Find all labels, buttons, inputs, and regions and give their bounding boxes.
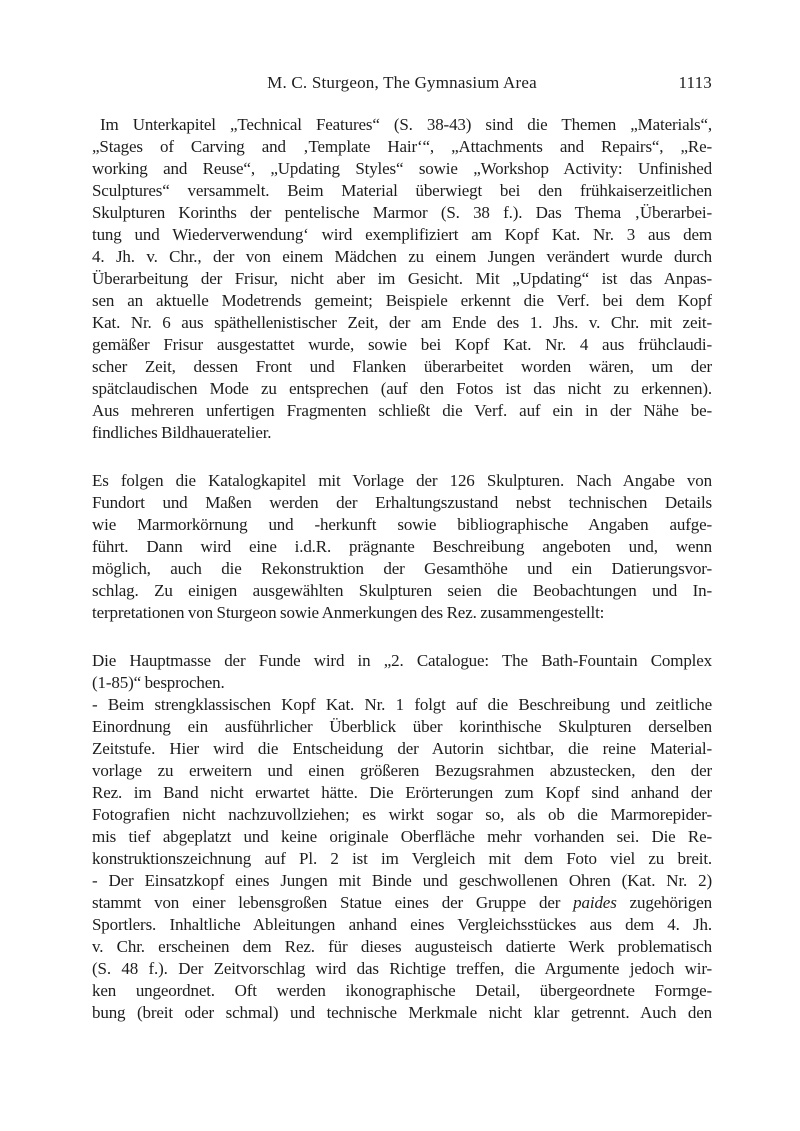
paragraph xyxy=(92,650,712,1024)
text-line: v. Chr. erscheinen dem Rez. für dieses augusteisch datierte Werk problematisch xyxy=(92,937,712,956)
text-line: gemäßer Frisur ausgestattet wurde, sowie bei Kopf Kat. Nr. 4 aus frühclaudi- xyxy=(92,335,712,354)
text-line: tung und Wiederverwendung‘ wird exemplifiziert am Kopf Kat. Nr. 3 aus dem xyxy=(92,225,712,244)
text-line: Im Unterkapitel „Technical Features“ (S. 38-43) sind die Themen „Materials“, xyxy=(100,115,712,134)
text-line: möglich, auch die Rekonstruktion der Gesamthöhe und ein Datierungsvor- xyxy=(92,559,712,578)
text-line: - Der Einsatzkopf eines Jungen mit Binde und geschwollenen Ohren (Kat. Nr. 2) xyxy=(92,871,712,890)
text-line: Aus mehreren unfertigen Fragmenten schließt die Verf. auf ein in der Nähe be- xyxy=(92,401,712,420)
text-line: Fundort und Maßen werden der Erhaltungszustand nebst technischen Details xyxy=(92,493,712,512)
text-line: scher Zeit, dessen Front und Flanken überarbeitet worden wären, um der xyxy=(92,357,712,376)
text-line: sen an aktuelle Modetrends gemeint; Beispiele erkennt die Verf. bei dem Kopf xyxy=(92,291,712,310)
text-line: Einordnung ein ausführlicher Überblick über korinthische Skulpturen derselben xyxy=(92,717,712,736)
text-line xyxy=(92,892,712,914)
paragraph xyxy=(92,114,712,444)
text-line: „Stages of Carving and ‚Template Hair‘“, „Attachments and Repairs“, „Re- xyxy=(92,137,712,156)
text-line: Zeitstufe. Hier wird die Entscheidung der Autorin sichtbar, die reine Material- xyxy=(92,739,712,758)
text-line: Es folgen die Katalogkapitel mit Vorlage der 126 Skulpturen. Nach Angabe von xyxy=(92,471,712,490)
text-line: (1-85)“ besprochen. xyxy=(92,673,225,692)
text-line: Skulpturen Korinths der pentelische Marmor (S. 38 f.). Das Thema ‚Überarbei- xyxy=(92,203,712,222)
text-line: ken ungeordnet. Oft werden ikonographische Detail, übergeordnete Formge- xyxy=(92,981,712,1000)
text-segment: zugehörigen xyxy=(616,893,712,912)
text-line: - Beim strengklassischen Kopf Kat. Nr. 1 folgt auf die Beschreibung und zeitliche xyxy=(92,695,712,714)
page-header xyxy=(92,73,712,93)
text-line: Fotografien nicht nachzuvollziehen; es wirkt sogar so, als ob die Marmorepider- xyxy=(92,805,712,824)
page-body xyxy=(92,114,712,1024)
text-line: Sculptures“ versammelt. Beim Material überwiegt bei den frühkaiserzeitlichen xyxy=(92,181,712,200)
text-line: wie Marmorkörnung und -herkunft sowie bibliographische Angaben aufge- xyxy=(92,515,712,534)
text-line: mis tief abgeplatzt und keine originale Oberfläche mehr vorhanden sei. Die Re- xyxy=(92,827,712,846)
text-line: Die Hauptmasse der Funde wird in „2. Catalogue: The Bath-Fountain Complex xyxy=(92,651,712,670)
running-title: M. C. Sturgeon, The Gymnasium Area xyxy=(267,73,537,92)
text-line: vorlage zu erweitern und einen größeren Bezugsrahmen abzustecken, den der xyxy=(92,761,712,780)
text-line: 4. Jh. v. Chr., der von einem Mädchen zu einem Jungen verändert wurde durch xyxy=(92,247,712,266)
text-line: Kat. Nr. 6 aus späthellenistischer Zeit, der am Ende des 1. Jhs. v. Chr. mit zeit- xyxy=(92,313,712,332)
text-line: Überarbeitung der Frisur, nicht aber im Gesicht. Mit „Updating“ ist das Anpas- xyxy=(92,269,712,288)
text-line: findliches Bildhaueratelier. xyxy=(92,423,272,442)
italic-term: paides xyxy=(573,893,617,912)
text-line: terpretationen von Sturgeon sowie Anmerkungen des Rez. zusammengestellt: xyxy=(92,603,605,622)
text-line: (S. 48 f.). Der Zeitvorschlag wird das Richtige treffen, die Argumente jedoch wir- xyxy=(92,959,712,978)
page-number: 1113 xyxy=(678,73,712,92)
text-line: working and Reuse“, „Updating Styles“ sowie „Workshop Activity: Unfinished xyxy=(92,159,712,178)
text-line: Sportlers. Inhaltliche Ableitungen anhand eines Vergleichsstückes aus dem 4. Jh. xyxy=(92,915,712,934)
text-line: konstruktionszeichnung auf Pl. 2 ist im Vergleich mit dem Foto viel zu breit. xyxy=(92,849,712,868)
text-line: schlag. Zu einigen ausgewählten Skulpturen seien die Beobachtungen und In- xyxy=(92,581,712,600)
text-line: spätclaudischen Mode zu entsprechen (auf den Fotos ist das nicht zu erkennen). xyxy=(92,379,712,398)
text-line: Rez. im Band nicht erwartet hätte. Die Erörterungen zum Kopf sind anhand der xyxy=(92,783,712,802)
text-line: führt. Dann wird eine i.d.R. prägnante Beschreibung angeboten und, wenn xyxy=(92,537,712,556)
paragraph xyxy=(92,470,712,624)
text-segment: stammt von einer lebensgroßen Statue eines der Gruppe der xyxy=(92,893,574,912)
text-line: bung (breit oder schmal) und technische Merkmale nicht klar getrennt. Auch den xyxy=(92,1003,712,1022)
